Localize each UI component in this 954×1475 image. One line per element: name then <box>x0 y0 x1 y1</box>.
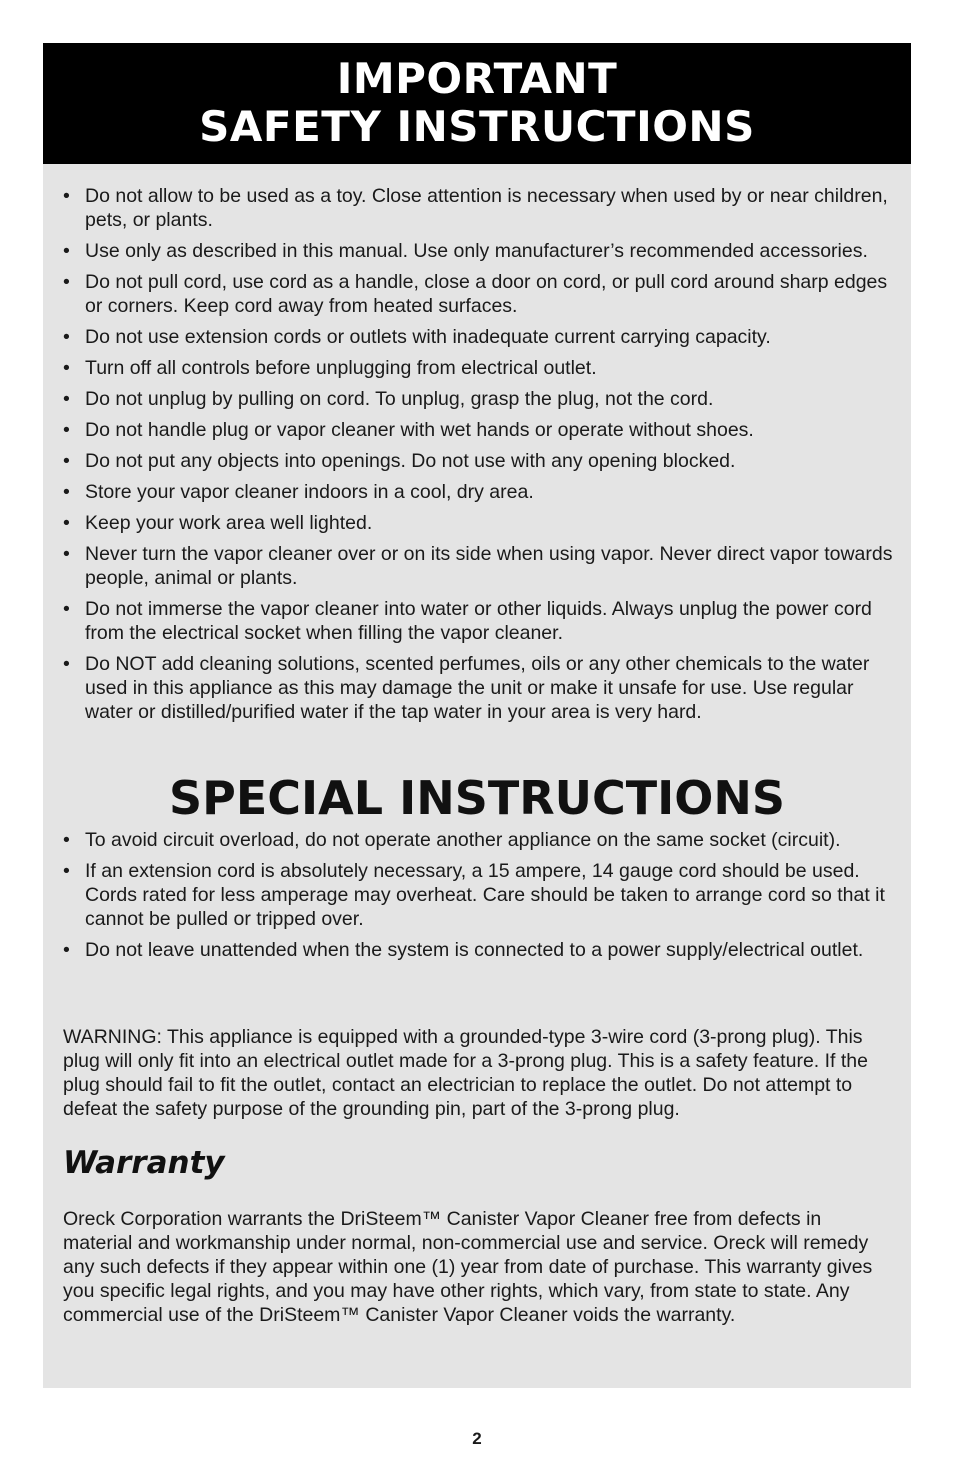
bullet-icon: • <box>63 829 70 851</box>
bullet-icon: • <box>63 185 70 207</box>
bullet-icon: • <box>63 240 70 262</box>
warranty-heading: Warranty <box>63 1145 225 1181</box>
list-item <box>63 511 893 535</box>
list-item-text: Do not handle plug or vapor cleaner with wet hands or operate without shoes. <box>85 419 754 441</box>
bullet-icon: • <box>63 419 70 441</box>
bullet-icon: • <box>63 481 70 503</box>
list-item-text: Never turn the vapor cleaner over or on its side when using vapor. Never direct vapor towards people, animal or plants. <box>85 543 893 589</box>
safety-instructions-list <box>63 184 893 731</box>
list-item-text: Turn off all controls before unplugging from electrical outlet. <box>85 357 597 379</box>
list-item <box>63 239 893 263</box>
bullet-icon: • <box>63 357 70 379</box>
list-item <box>63 387 893 411</box>
list-item-text: Do not immerse the vapor cleaner into water or other liquids. Always unplug the power cord from the electrical socket when filling the vapor cleaner. <box>85 598 872 644</box>
list-item-text: Do not leave unattended when the system is connected to a power supply/electrical outlet. <box>85 939 864 961</box>
bullet-icon: • <box>63 598 70 620</box>
special-instructions-list <box>63 828 893 969</box>
list-item <box>63 480 893 504</box>
list-item <box>63 828 893 852</box>
bullet-icon: • <box>63 388 70 410</box>
bullet-icon: • <box>63 512 70 534</box>
list-item <box>63 449 893 473</box>
bullet-icon: • <box>63 860 70 882</box>
list-item <box>63 859 893 931</box>
list-item-text: Store your vapor cleaner indoors in a cool, dry area. <box>85 481 534 503</box>
bullet-icon: • <box>63 326 70 348</box>
header-line-2: SAFETY INSTRUCTIONS <box>199 102 755 151</box>
page-number: 2 <box>472 1429 482 1448</box>
bullet-icon: • <box>63 271 70 293</box>
list-item-text: If an extension cord is absolutely necessary, a 15 ampere, 14 gauge cord should be used. Cords rated for less amperage may overheat. Care should be taken to arrange cord so that it cannot be pulled or tripped over. <box>85 860 885 930</box>
bullet-icon: • <box>63 939 70 961</box>
list-item <box>63 652 893 724</box>
bullet-icon: • <box>63 450 70 472</box>
list-item-text: Do not unplug by pulling on cord. To unplug, grasp the plug, not the cord. <box>85 388 714 410</box>
safety-header <box>43 43 911 164</box>
list-item-text: Do not pull cord, use cord as a handle, close a door on cord, or pull cord around sharp edges or corners. Keep cord away from heated surfaces. <box>85 271 888 317</box>
warranty-paragraph: Oreck Corporation warrants the DriSteem™ Canister Vapor Cleaner free from defects in material and workmanship under normal, non-commercial use and service. Oreck will remedy any such defects if they appear within one (1) year from date of purchase. This warranty gives you specific legal rights, and you may have other rights, which vary, from state to state. Any commercial use of the DriSteem™ Canister Vapor Cleaner voids the warranty. <box>63 1208 873 1326</box>
header-line-1: IMPORTANT <box>336 54 618 103</box>
bullet-icon: • <box>63 543 70 565</box>
list-item <box>63 938 893 962</box>
list-item <box>63 184 893 232</box>
list-item-text: Do not allow to be used as a toy. Close attention is necessary when used by or near children, pets, or plants. <box>85 185 888 231</box>
list-item-text: Do NOT add cleaning solutions, scented perfumes, oils or any other chemicals to the water used in this appliance as this may damage the unit or make it unsafe for use. Use regular water or distilled/purified water if the tap water in your area is very hard. <box>85 653 870 723</box>
list-item <box>63 325 893 349</box>
list-item <box>63 542 893 590</box>
list-item <box>63 356 893 380</box>
list-item <box>63 270 893 318</box>
list-item <box>63 597 893 645</box>
list-item-text: To avoid circuit overload, do not operate another appliance on the same socket (circuit). <box>85 829 841 851</box>
special-instructions-title: SPECIAL INSTRUCTIONS <box>169 771 785 825</box>
list-item-text: Use only as described in this manual. Use only manufacturer’s recommended accessories. <box>85 240 868 262</box>
list-item <box>63 418 893 442</box>
bullet-icon: • <box>63 653 70 675</box>
list-item-text: Do not put any objects into openings. Do not use with any opening blocked. <box>85 450 736 472</box>
list-item-text: Do not use extension cords or outlets with inadequate current carrying capacity. <box>85 326 771 348</box>
list-item-text: Keep your work area well lighted. <box>85 512 373 534</box>
warning-paragraph: WARNING: This appliance is equipped with a grounded-type 3-wire cord (3-prong plug). This plug will only fit into an electrical outlet made for a 3-prong plug. This is a safety feature. If the plug should fail to fit the outlet, contact an electrician to replace the outlet. Do not attempt to defeat the safety purpose of the grounding pin, part of the 3-prong plug. <box>63 1026 868 1120</box>
